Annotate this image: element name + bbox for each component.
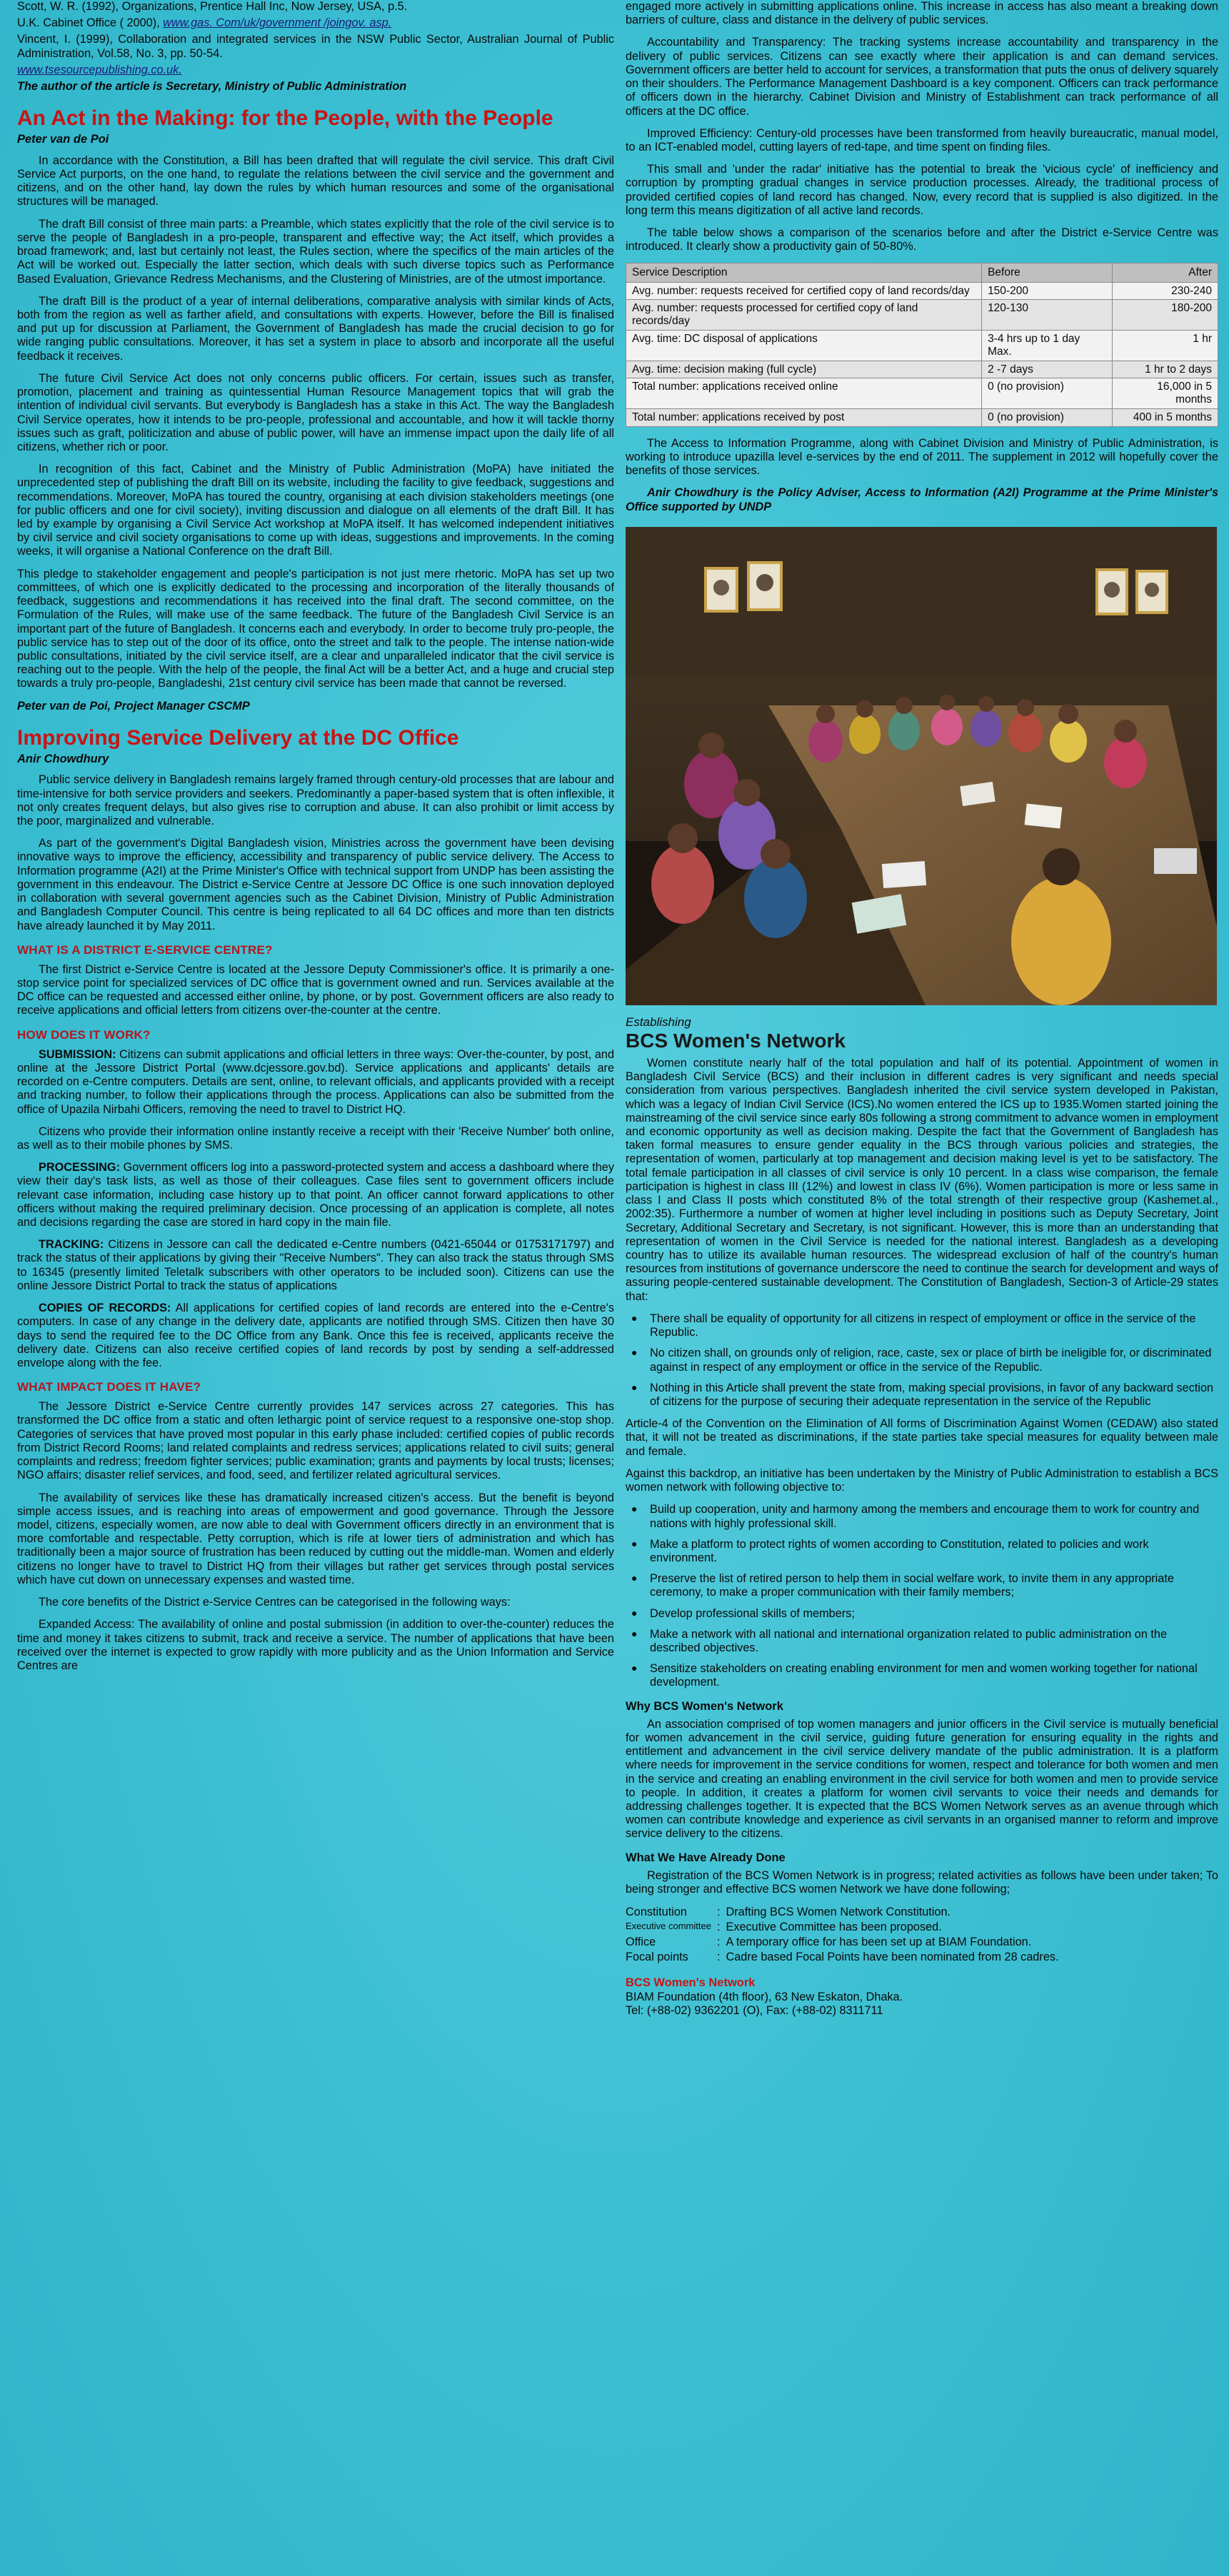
receipt-paragraph: Citizens who provide their information online instantly receive a receipt with their 'Receive Number' both online, as well as to their mobile phones by SMS. <box>17 1125 614 1152</box>
tracking-label: TRACKING: <box>39 1238 104 1252</box>
author-note-chowdhury: Anir Chowdhury is the Policy Adviser, Access to Information (A2I) Programme at the Prime Minister's Office supported by UNDP <box>626 486 1218 513</box>
list-item: ● Make a network with all national and international organization related to public administration on the described objectives. <box>626 1628 1218 1655</box>
submission-paragraph <box>17 1048 614 1117</box>
impact-paragraph: The availability of services like these has dramatically increased citizen's access. But the benefit is beyond simple access issues, and is reaching into areas of empowerment and good governance. Through the Jessore model, citizens, especially women, are now able to deal with Government officers directly in an environment that is more comfortable and respectable. Petty corruption, which is rife at lower tiers of administration and which has traditionally been a major source of frustration has been reduced by cutting out the middle-man. Women and elderly citizens no longer have to travel to District HQ from their villages but rather get services through postal services which have cut down on unnecessary expenses and wasted time. <box>17 1491 614 1586</box>
table-cell: 120-130 <box>982 300 1113 331</box>
list-item: ● No citizen shall, on grounds only of religion, race, caste, sex or place of birth be ineligible for, or discriminated against in respect of any employment or office in the service of the Republic. <box>626 1347 1218 1374</box>
section-heading-how: HOW DOES IT WORK? <box>17 1027 151 1042</box>
list-item: ● Build up cooperation, unity and harmony among the members and encourage them to work for country and nations with highly professional skill. <box>626 1503 1218 1530</box>
table-cell: 1 hr <box>1113 330 1218 361</box>
submission-text: Citizens can submit applications and official letters in three ways: Over-the-counter, by post, and online at the Jessore District Portal (www.dcjessore.gov.bd). Service applications and applicants' details are recorded on e-Centre computers. Details are sent, online, to relevant officials, and applicants provided with a receipt and tracking number, to follow their applications through the process. Applications can also be submitted from the office of Upazila Nirbahi Officers, removing the need to travel to District HQ. <box>17 1047 614 1116</box>
table-cell: Avg. number: requests processed for certified copy of land records/day <box>626 300 982 331</box>
table-row <box>626 1950 1065 1965</box>
reference-scott: Scott, W. R. (1992), Organizations, Prentice Hall Inc, Now Jersey, USA, p.5. <box>17 0 408 13</box>
cedaw-paragraph: Article-4 of the Convention on the Elimination of All forms of Discrimination Against Women (CEDAW) also stated that, it will not be treated as discriminations, if the state parties take special measures for equality between male and female. <box>626 1417 1218 1458</box>
done-intro: Registration of the BCS Women Network is in progress; related activities as follows have been under taken; To being stronger and effective BCS women Network we have done following; <box>626 1868 1218 1896</box>
article1-title: An Act in the Making: for the People, with the People <box>17 106 553 131</box>
article1-paragraph: In accordance with the Constitution, a Bill has been drafted that will regulate the civil service. This draft Civil Service Act purports, on the one hand, to regulate the relations between the civil service and the government and citizens, and on the other hand, lay down the rules by which human resources and some of the organisational structures will be managed. <box>17 154 614 208</box>
impact-paragraph: The Jessore District e-Service Centre currently provides 147 services across 27 categories. This has transformed the DC office from a static and often lethargic point of service request to a responsive one-stop shop. Categories of services that have proved most popular in this early phase included: certified copies of public records from District Record Rooms; land related complaints and redress services; applications related to civil suits; general complaints and redress; freedom fighter services; public examination; grants and payments by local trusts; licenses; NGO affairs; disaster relief services, and food, seed, and fertilizer related agricultural services. <box>17 1400 614 1482</box>
reference-uk-cabinet <box>17 16 614 30</box>
table-cell: : <box>716 1906 721 1919</box>
table-cell: 230-240 <box>1113 282 1218 300</box>
contact-phone: Tel: (+88-02) 9362201 (O), Fax: (+88-02) 8311711 <box>626 2004 883 2018</box>
table-header: Service Description <box>626 263 982 282</box>
table-row <box>626 330 1218 361</box>
meeting-photo <box>626 527 1217 1005</box>
table-cell: : <box>716 1921 721 1934</box>
done-table <box>626 1905 1065 1965</box>
table-row <box>626 1905 1065 1920</box>
impact-paragraph: The core benefits of the District e-Service Centres can be categorised in the following ways: <box>39 1596 511 1609</box>
processing-text: Government officers log into a password-protected system and access a dashboard where they view their day's task lists, as well as those of their colleagues. Case files sent to government officers include relevant case information, including case history up to that point. An officer cannot forward applications to other officers without making the required preliminary decision. Once processing of an application is complete, all notes and decisions regarding the case are stored in hard copy in the main file. <box>17 1161 614 1229</box>
table-cell: 180-200 <box>1113 300 1218 331</box>
constitution-list <box>626 1312 1218 1409</box>
reference-tse-link[interactable]: www.tsesourcepublishing.co.uk. <box>17 63 182 76</box>
table-cell: : <box>716 1951 721 1964</box>
table-cell: Total number: applications received by post <box>626 409 982 427</box>
list-item: ● Make a platform to protect rights of women according to Constitution, related to policies and work environment. <box>626 1538 1218 1565</box>
table-cell: 150-200 <box>982 282 1113 300</box>
tracking-paragraph <box>17 1238 614 1293</box>
table-cell: Avg. number: requests received for certified copy of land records/day <box>626 282 982 300</box>
reference-uk-prefix: U.K. Cabinet Office ( 2000), <box>17 16 164 30</box>
table-cell: Constitution <box>626 1906 687 1919</box>
article2-paragraph: As part of the government's Digital Bangladesh vision, Ministries across the government have been devising innovative ways to improve the efficiency, accessibility and transparency of public service delivery. The Access to Information programme (A2I) at the Prime Minister's Office with technical support from UNDP has been assisting the government in this endeavour. The District e-Service Centre at Jessore DC Office is one such innovation deployed in collaboration with several government agencies such as the Cabinet Division, Ministry of Public Administration and Bangladesh Computer Council. This centre is being replicated to all 64 DC offices and more than ten districts have already launched it by May 2011. <box>17 837 614 932</box>
table-row <box>626 361 1218 378</box>
list-item: ● Preserve the list of retired person to help them in social welfare work, to invite them in any appropriate ceremony, to make a proper communication with their family members; <box>626 1572 1218 1599</box>
submission-label: SUBMISSION: <box>39 1047 116 1061</box>
table-cell: Executive committee <box>626 1921 711 1932</box>
article2-byline: Anir Chowdhury <box>17 752 109 765</box>
table-row <box>626 300 1218 331</box>
article1-paragraph: The future Civil Service Act does not only concerns public officers. For certain, issues such as transfer, promotion, placement and training as quintessential Human Resource Management topics that will grab the intention of individual civil servants. But everybody is Bangladesh has a stake in this Act. The way the Bangladesh Civil Service operates, how it intends to be pro-people, professional and accountable, and how it will tackle thorny issues such as graft, politicization and abuse of public power, will have an immense impact upon the daily life of all citizens, whether rich or poor. <box>17 371 614 453</box>
table-cell: 400 in 5 months <box>1113 409 1218 427</box>
author-note-secretary: The author of the article is Secretary, Ministry of Public Administration <box>17 80 407 94</box>
copies-paragraph <box>17 1302 614 1370</box>
article2-continued-paragraph: The table below shows a comparison of the scenarios before and after the District e-Service Centre was introduced. It clearly show a productivity gain of 50-80%. <box>626 226 1218 253</box>
done-heading: What We Have Already Done <box>626 1851 786 1864</box>
table-header: After <box>1113 263 1218 282</box>
comparison-table <box>626 263 1218 427</box>
reference-vincent: Vincent, I. (1999), Collaboration and integrated services in the NSW Public Sector, Australian Journal of Public Administration, Vol.58, No. 3, pp. 50-54. <box>17 33 614 60</box>
table-cell: 1 hr to 2 days <box>1113 361 1218 378</box>
table-cell: Total number: applications received online <box>626 378 982 409</box>
reference-tse <box>17 64 614 77</box>
processing-label: PROCESSING: <box>39 1161 120 1174</box>
table-cell: 0 (no provision) <box>982 409 1113 427</box>
table-cell: 0 (no provision) <box>982 378 1113 409</box>
article2-continued-paragraph: engaged more actively in submitting applications online. This increase in access has also meant a breaking down barriers of culture, class and distance in the delivery of public services. <box>626 0 1218 27</box>
table-header: Before <box>982 263 1113 282</box>
table-cell: Office <box>626 1936 656 1949</box>
table-cell: 16,000 in 5 months <box>1113 378 1218 409</box>
article1-paragraph: In recognition of this fact, Cabinet and the Ministry of Public Administration (MoPA) have initiated the unprecedented step of publishing the draft Bill on its website, including the facility to give feedback, suggestions and recommendations. Moreover, MoPA has toured the country, organising at each division stakeholders meetings (one for public officers and one for civil society), inviting discussion and dialogue on all elements of the draft Bill. It has led by example by organising a Civil Service Act workshop at MoPA itself. It has welcomed independent initiatives by civil service and civil society organisations to come up with ideas, suggestions and improvements. In the coming weeks, it will organise a National Conference on the draft Bill. <box>17 463 614 558</box>
objectives-list <box>626 1503 1218 1689</box>
table-cell: 2 -7 days <box>982 361 1113 378</box>
table-cell: Cadre based Focal Points have been nominated from 28 cadres. <box>726 1951 1059 1964</box>
comparison-table-header-row <box>626 263 1218 282</box>
list-item: ● There shall be equality of opportunity for all citizens in respect of employment or office in the service of the Republic. <box>626 1312 1218 1339</box>
table-cell: Avg. time: decision making (full cycle) <box>626 361 982 378</box>
table-row <box>626 282 1218 300</box>
article1-paragraph: This pledge to stakeholder engagement and people's participation is not just mere rhetoric. MoPA has set up two committees, of which one is explicitly dedicated to the processing and incorporation of the literally thousands of feedback, suggestions and recommendations it has received into the final draft. The second committee, on the Formulation of the Rules, will make use of the same feedback. The future of the Bangladesh Civil Service is an important part of the future of Bangladesh. It concerns each and everybody. In order to become truly pro-people, the public service has to step out of the door of its office, onto the street and talk to the people. The intense nation-wide public consultations, initiated by the civil service itself, are a clear and unparalleled indicator that the civil service is reaching out to the people. With the help of the people, the final Act will be a better Act, and a huge and crucial step towards a truly pro-people, Bangladeshi, 21st century civil service has been made that cannot be reversed. <box>17 567 614 690</box>
article1-signoff: Peter van de Poi, Project Manager CSCMP <box>17 699 250 713</box>
contact-title: BCS Women's Network <box>626 1976 756 1990</box>
table-cell: 3-4 hrs up to 1 day Max. <box>982 330 1113 361</box>
against-paragraph: Against this backdrop, an initiative has been undertaken by the Ministry of Public Administration to establish a BCS women network with following objective to: <box>626 1466 1218 1494</box>
right-column <box>626 0 1218 2570</box>
article1-byline: Peter van de Poi <box>17 133 109 146</box>
table-cell: Drafting BCS Women Network Constitution. <box>726 1906 951 1919</box>
article2-paragraph: The first District e-Service Centre is located at the Jessore Deputy Commissioner's office. It is primarily a one-stop service point for specialized services of DC office that is government owned and run. Services available at the DC office can be requested and accessed either online, by phone, or by post. Government officers are also ready to receive applications and official letters from citizens over-the-counter at the centre. <box>17 962 614 1017</box>
list-item: ● Sensitize stakeholders on creating enabling environment for men and women working together for national development. <box>626 1662 1218 1689</box>
contact-address: BIAM Foundation (4th floor), 63 New Eskaton, Dhaka. <box>626 1990 903 2003</box>
copies-text: All applications for certified copies of land records are entered into the e-Centre's computers. In case of any change in the delivery date, applicants are notified through SMS. Citizen then have 30 days to send the required fee to the DC Office from any Bank. Once this fee is received, applicants receive the delivery date. Citizens can also receive certified copies of land records by post by sending a self-addressed envelope along with the fee. <box>17 1302 614 1369</box>
left-column <box>17 0 614 2570</box>
list-item: ● Develop professional skills of members; <box>626 1607 1218 1621</box>
table-row <box>626 1920 1065 1935</box>
list-item: ● Nothing in this Article shall prevent the state from, making special provisions, in favor of any backward section of citizens for the purpose of securing their adequate representation in the service of the Republic <box>626 1382 1218 1409</box>
table-cell: Avg. time: DC disposal of applications <box>626 330 982 361</box>
article1-paragraph: The draft Bill is the product of a year of internal deliberations, comparative analysis with similar kinds of Acts, both from the region as well as farther afield, and consultations with experts. However, before the Bill is finalised and put up for discussion at Parliament, the Government of Bangladesh has made the crucial decision to go for wide ranging public consultations. Moreover, it has set a system in place to absorb and incorporate all the useful feedback it receives. <box>17 294 614 363</box>
meeting-photo-illustration <box>626 527 1217 1005</box>
section-heading-what: WHAT IS A DISTRICT E-SERVICE CENTRE? <box>17 942 273 957</box>
article3-intro: Women constitute nearly half of the total population and half of its potential. Appointment of women in Bangladesh Civil Service (BCS) and their inclusion in different cadres is very significant and needs special consideration from various perspectives. Bangladesh inherited the civil service system developed in Pakistan, which was a legacy of Indian Civil Service (ICS).No women entered the ICS up to 1935.Women started joining the mainstreaming of the civil service since early 80s following a strong commitment to advance women in employment and economic opportunity as well as decision making. Despite the fact that the Government of Bangladesh has taken formal measures to ensure gender equality in the BCS through various policies and strategies, the representation of women, particularly at top management and decision making level is yet to be satisfactory. The total female participation in all classes of civil service is only 10 percent. In a class wise comparison, the female participation is highest in class III (12%) and lowest in class IV (6%). Women participation is more or less same in class I and Class II posts which constituted 8% of the total strength of their respective group (Kashemet.al., 2002:35). Furthermore a number of women at higher level including in positions such as Deputy Secretary, Joint Secretary, Additional Secretary and Secretary, is not significant. However, this is more than an understanding that representation of women in the Civil Service is needed for the national interest. Bangladesh as a developing country has to utilize its available human resources. The widespread exclusion of half of the country's human resources from institutions of governance underscore the need to continue the search for development and ways of assuring people-centered sustainable development. The Constitution of Bangladesh, Section-3 of Article-29 states that: <box>626 1056 1218 1303</box>
article1-paragraph: The draft Bill consist of three main parts: a Preamble, which states explicitly that the role of the civil service is to serve the people of Bangladesh in a pro-people, transparent and effective way; the Act itself, which provides a broad framework; and, last but certainly not least, the Rules section, where the specifics of the main articles of the Act will be worked out. Especially the latter section, which deals with such diverse topics such as Performance Based Evaluation, Grievance Redress Mechanisms, and the Clustering of Ministries, are of the utmost importance. <box>17 217 614 286</box>
table-row <box>626 1935 1065 1950</box>
tracking-text: Citizens in Jessore can call the dedicated e-Centre numbers (0421-65044 or 01753171797) and track the status of their applications by giving their "Receive Numbers". They can also track the status through SMS to 16345 (presently limited Teletalk subscribers with other operators to be included soon). Citizens can use the online Jessore District Portal to track the status of applications <box>17 1238 614 1292</box>
table-cell: A temporary office for has been set up at BIAM Foundation. <box>726 1936 1032 1949</box>
table-row <box>626 409 1218 427</box>
table-cell: Executive Committee has been proposed. <box>726 1921 942 1934</box>
processing-paragraph <box>17 1161 614 1229</box>
table-row <box>626 378 1218 409</box>
reference-uk-link[interactable]: www.gas. Com/uk/government /joingov. asp. <box>163 16 392 30</box>
copies-label: COPIES OF RECORDS: <box>39 1302 171 1315</box>
article2-title: Improving Service Delivery at the DC Office <box>17 725 459 750</box>
impact-paragraph: Expanded Access: The availability of online and postal submission (in addition to over-the-counter) reduces the time and money it takes citizens to submit, track and receive a service. The number of applications that have been received over the internet is expected to grow rapidly with more publicity and as the Union Information and Service Centres are <box>17 1618 614 1672</box>
why-heading: Why BCS Women's Network <box>626 1699 783 1713</box>
article2-continued-paragraph: Improved Efficiency: Century-old processes have been transformed from heavily bureaucratic, manual model, to an ICT-enabled model, cutting layers of red-tape, and time spent on finding files. <box>626 126 1218 154</box>
table-cell: Focal points <box>626 1951 688 1964</box>
article2-closing-paragraph: The Access to Information Programme, along with Cabinet Division and Ministry of Public Administration, is working to introduce upazilla level e-services by the end of 2011. The supplement in 2012 will hopefully cover the benefits of those services. <box>626 436 1218 478</box>
article2-continued-paragraph: Accountability and Transparency: The tracking systems increase accountability and transparency in the delivery of public services. Citizens can see exactly where their application is and can demand services. Government officers are better held to account for services, a transformation that puts the onus of delivery squarely on their shoulders. The Performance Management Dashboard is a key component. Officers can track performance of officers down in the hierarchy. Cabinet Division and Ministry of Establishment can track performance of all officers at the DC office. <box>626 36 1218 118</box>
table-cell: : <box>716 1936 721 1949</box>
section-heading-impact: WHAT IMPACT DOES IT HAVE? <box>17 1380 201 1394</box>
article2-continued-paragraph: This small and 'under the radar' initiative has the potential to break the 'vicious cycle' of inefficiency and corruption by prompting gradual changes in service production processes. Already, the traditional process of provided certified copies of land record has changed. Now, every record that is supplied is also digitized. In the long term this means digitization of all active land records. <box>626 163 1218 217</box>
article2-paragraph: Public service delivery in Bangladesh remains largely framed through century-old processes that are labour and time-intensive for both service providers and seekers. Predominantly a paper-based system that is often inflexible, it not only creates frequent delays, but also gives rise to corruption and abuse. It can also prohibit or limit access by the poor, marginalized and vulnerable. <box>17 773 614 827</box>
why-paragraph: An association comprised of top women managers and junior officers in the Civil service is mutually beneficial for women advancement in the civil service, guiding future generation for ensuring equality in the rights and entitlement and advancement in the civil service delivery mandate of the public administration. It is a platform where needs for improvement in the service conditions for women, respect and tolerance for both women and men in the service and creating an enabling environment in the civil service for both women and men to provide service to people. In addition, it creates a platform for women civil servants to voice their needs and demands for addressing challenges together. It is expected that the BCS Women Network serves as an avenue through which women can contribute knowledge and experience as civil servants in an organised manner to reform and improve service delivery to the citizens. <box>626 1717 1218 1841</box>
article3-title: BCS Women's Network <box>626 1029 846 1052</box>
article3-kicker: Establishing <box>626 1015 691 1029</box>
